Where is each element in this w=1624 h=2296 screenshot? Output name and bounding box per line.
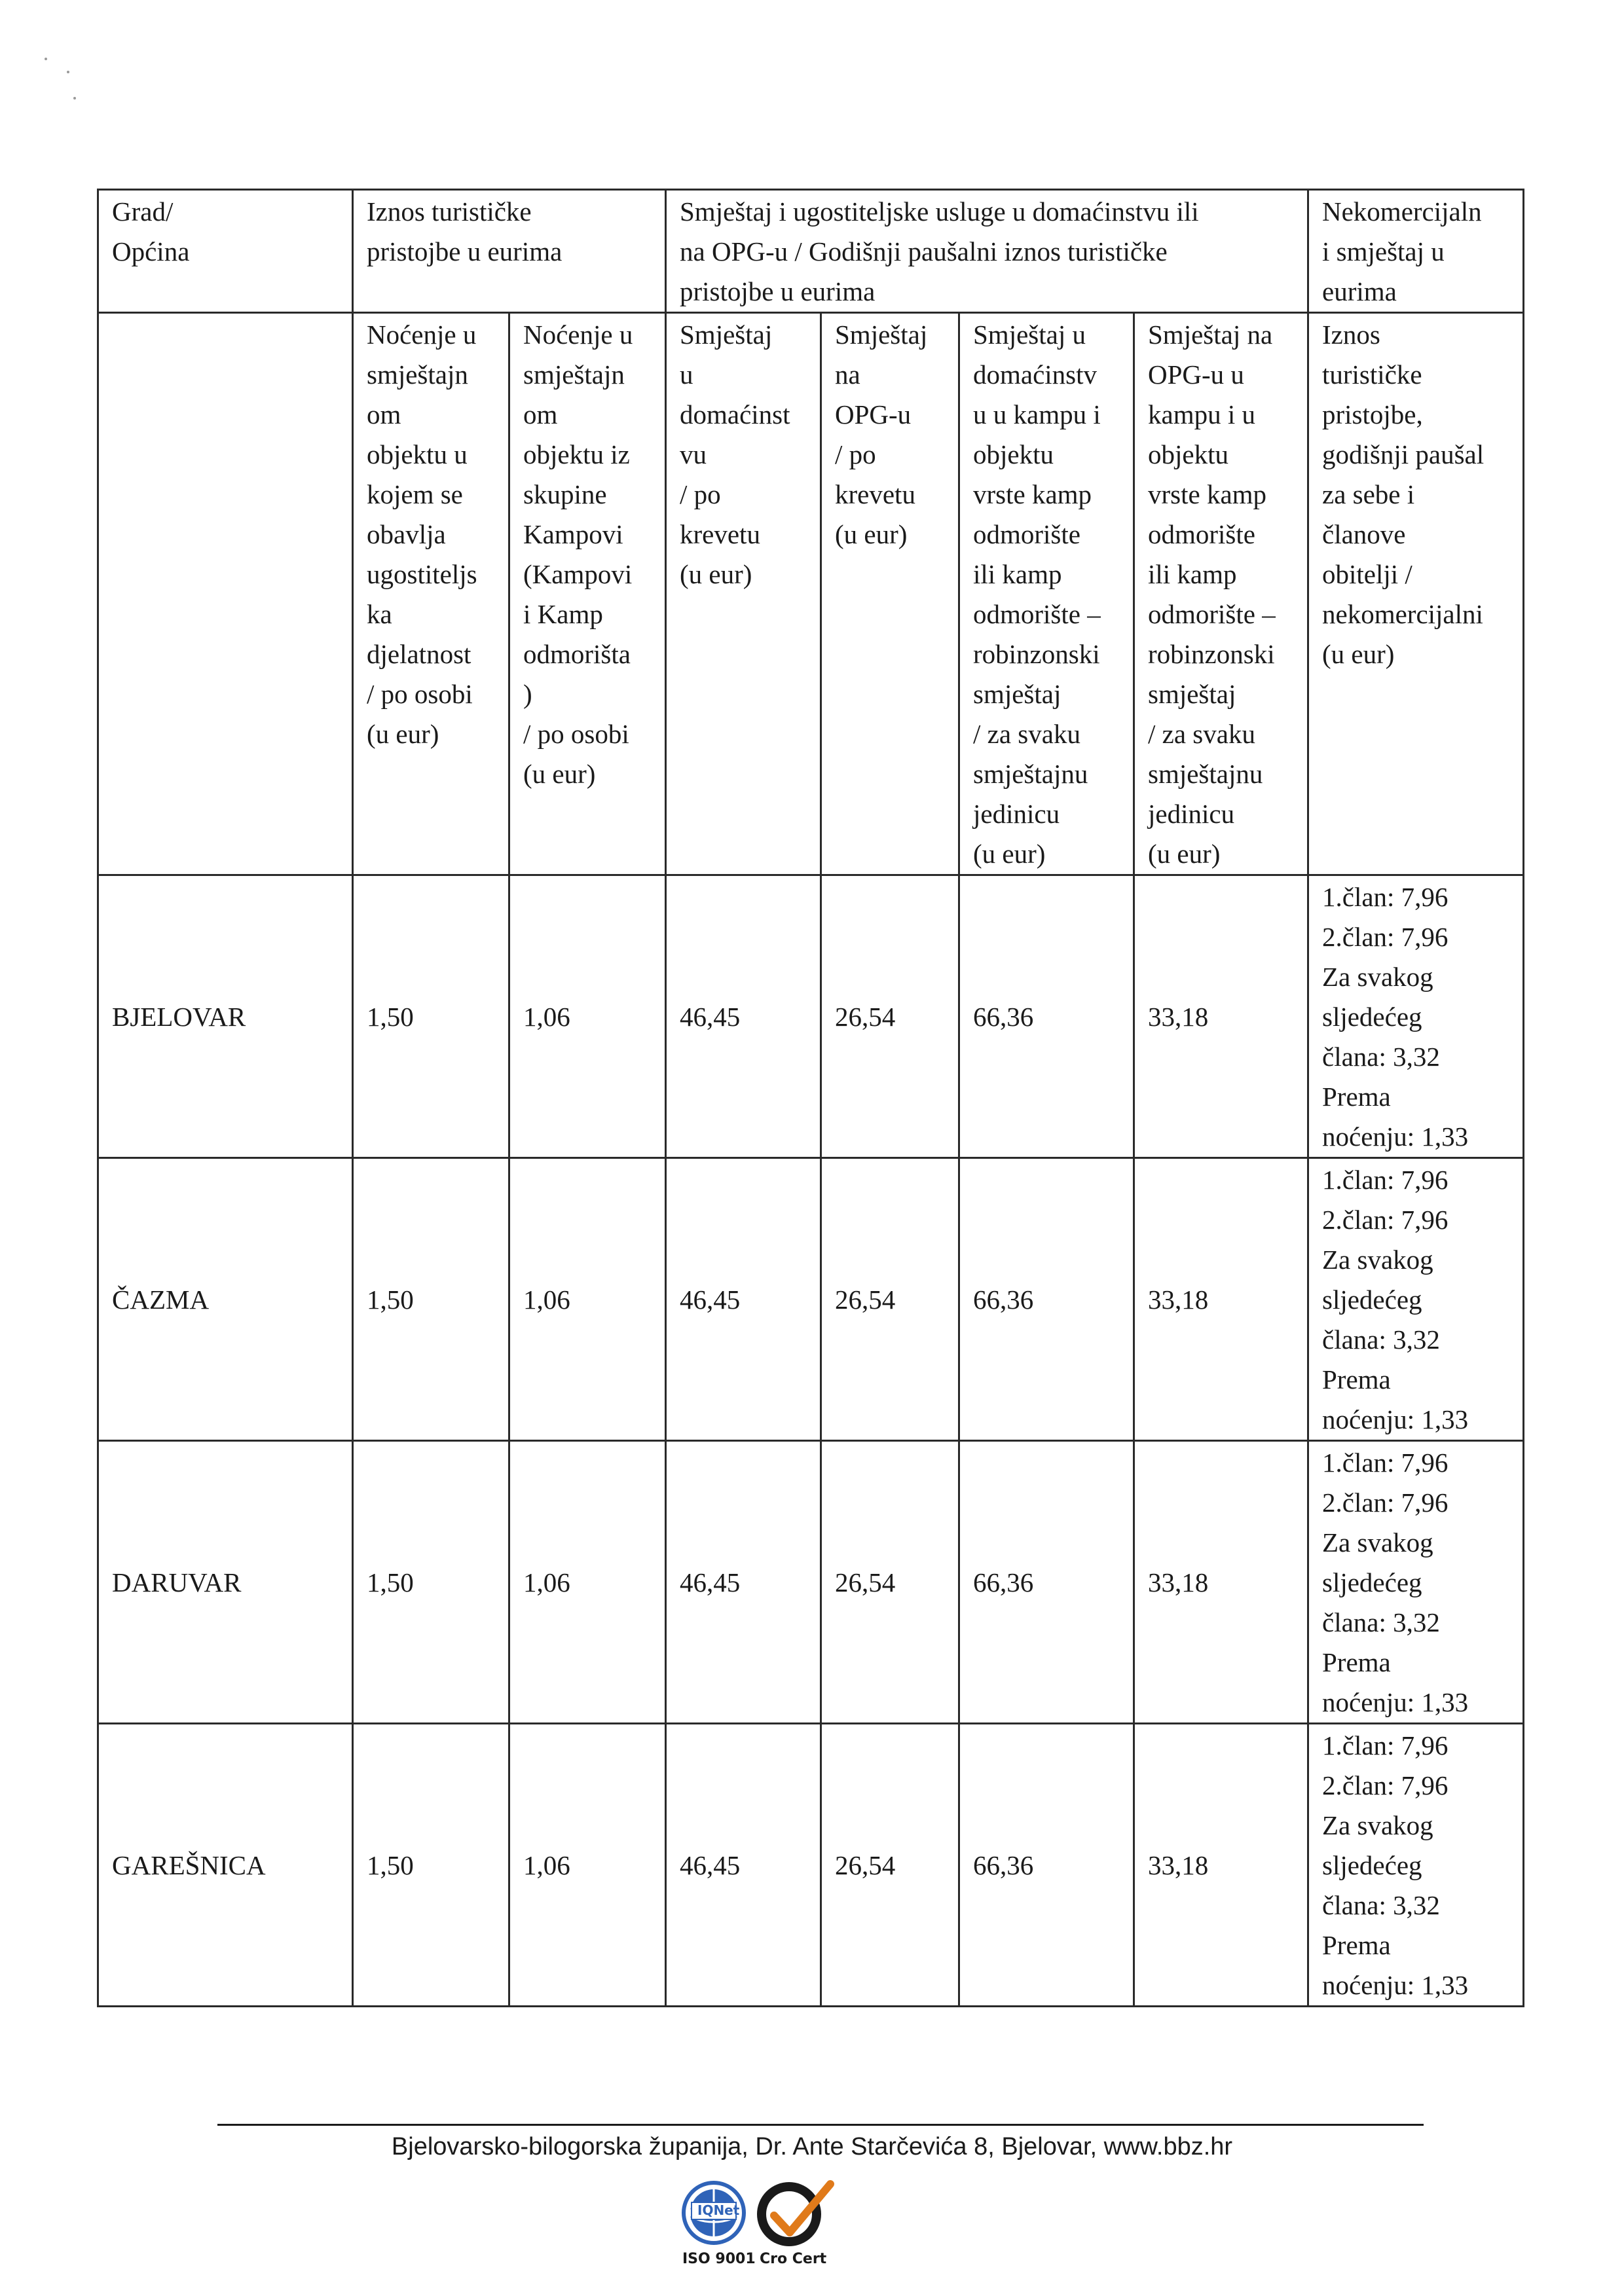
- scan-mark: [73, 97, 76, 100]
- row-value: 33,18: [1134, 1441, 1308, 1724]
- row-value: 46,45: [666, 1724, 821, 2007]
- row-value: 26,54: [821, 1158, 959, 1441]
- row-value: 1,06: [509, 1441, 666, 1724]
- table-row: [98, 875, 1524, 1158]
- table-subheader-row: [98, 313, 1524, 875]
- row-noncommercial: 1.član: 7,96 2.član: 7,96 Za svakog sljedećeg člana: 3,32 Prema noćenju: 1,33: [1308, 875, 1524, 1158]
- scan-mark: [45, 58, 47, 60]
- subheader-household-camp: Smještaj u domaćinstv u u kampu i objektu vrste kamp odmorište ili kamp odmorište – robinzonski smještaj / za svaku smještajnu jedinicu (u eur): [959, 313, 1134, 875]
- table-row: [98, 1724, 1524, 2007]
- row-value: 26,54: [821, 1441, 959, 1724]
- row-noncommercial: 1.član: 7,96 2.član: 7,96 Za svakog sljedećeg člana: 3,32 Prema noćenju: 1,33: [1308, 1158, 1524, 1441]
- row-value: 66,36: [959, 1724, 1134, 2007]
- row-noncommercial: 1.član: 7,96 2.član: 7,96 Za svakog sljedećeg člana: 3,32 Prema noćenju: 1,33: [1308, 1724, 1524, 2007]
- iso-label: ISO 9001: [682, 2251, 756, 2267]
- scan-mark: [67, 71, 69, 73]
- row-value: 33,18: [1134, 1158, 1308, 1441]
- footer-address: Bjelovarsko-bilogorska županija, Dr. Ante Starčevića 8, Bjelovar, www.bbz.hr: [391, 2133, 1233, 2160]
- subheader-household-bed: Smještaj u domaćinst vu / po krevetu (u eur): [666, 313, 821, 875]
- header-city: Grad/ Općina: [98, 190, 353, 313]
- row-value: 66,36: [959, 1441, 1134, 1724]
- header-household-accommodation: Smještaj i ugostiteljske usluge u domaćinstvu ili na OPG-u / Godišnji paušalni iznos turističke pristojbe u eurima: [666, 190, 1308, 313]
- header-noncommercial: Nekomercijaln i smještaj u eurima: [1308, 190, 1524, 313]
- row-city: ČAZMA: [98, 1158, 353, 1441]
- subheader-overnight-hospitality: Noćenje u smještajn om objektu u kojem se obavlja ugostiteljs ka djelatnost / po osobi (u eur): [353, 313, 509, 875]
- header-tourist-tax: Iznos turističke pristojbe u eurima: [353, 190, 666, 313]
- row-value: 1,50: [353, 1441, 509, 1724]
- subheader-noncommercial-amount: Iznos turističke pristojbe, godišnji paušal za sebe i članove obitelji / nekomercijalni (u eur): [1308, 313, 1524, 875]
- table-row: [98, 1441, 1524, 1724]
- row-value: 46,45: [666, 875, 821, 1158]
- crocert-label: Cro Cert: [760, 2251, 827, 2267]
- row-value: 66,36: [959, 1158, 1134, 1441]
- certification-logos: [661, 2174, 910, 2278]
- footer-divider: [217, 2124, 1424, 2126]
- row-value: 1,06: [509, 1158, 666, 1441]
- row-value: 46,45: [666, 1441, 821, 1724]
- row-value: 26,54: [821, 875, 959, 1158]
- row-city: DARUVAR: [98, 1441, 353, 1724]
- row-value: 1,06: [509, 1724, 666, 2007]
- row-value: 66,36: [959, 875, 1134, 1158]
- tourist-tax-table: [97, 189, 1524, 2007]
- subheader-overnight-camps: Noćenje u smještajn om objektu iz skupine Kampovi (Kampovi i Kamp odmorišta ) / po osobi (u eur): [509, 313, 666, 875]
- row-value: 46,45: [666, 1158, 821, 1441]
- row-value: 33,18: [1134, 1724, 1308, 2007]
- row-value: 1,50: [353, 1158, 509, 1441]
- subheader-opg-camp: Smještaj na OPG-u u kampu i u objektu vrste kamp odmorište ili kamp odmorište – robinzonski smještaj / za svaku smještajnu jedinicu (u eur): [1134, 313, 1308, 875]
- iqnet-label: IQNet: [697, 2202, 740, 2218]
- row-value: 1,50: [353, 1724, 509, 2007]
- row-value: 1,06: [509, 875, 666, 1158]
- row-value: 33,18: [1134, 875, 1308, 1158]
- row-city: BJELOVAR: [98, 875, 353, 1158]
- table-row: [98, 1158, 1524, 1441]
- row-value: 26,54: [821, 1724, 959, 2007]
- row-city: GAREŠNICA: [98, 1724, 353, 2007]
- table-header-row: [98, 190, 1524, 313]
- row-noncommercial: 1.član: 7,96 2.član: 7,96 Za svakog sljedećeg člana: 3,32 Prema noćenju: 1,33: [1308, 1441, 1524, 1724]
- subheader-empty: [98, 313, 353, 875]
- subheader-opg-bed: Smještaj na OPG-u / po krevetu (u eur): [821, 313, 959, 875]
- row-value: 1,50: [353, 875, 509, 1158]
